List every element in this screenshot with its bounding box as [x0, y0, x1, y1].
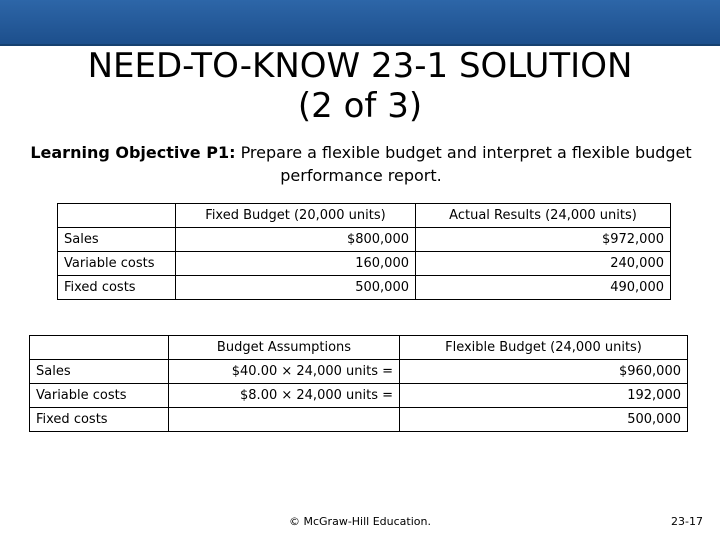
header-cell: Flexible Budget (24,000 units)	[400, 336, 688, 360]
table-row	[30, 360, 688, 384]
row-label: Variable costs	[30, 384, 169, 408]
learning-objective	[16, 141, 706, 187]
header-cell: Actual Results (24,000 units)	[416, 204, 671, 228]
table-row	[30, 384, 688, 408]
table-row	[58, 252, 671, 276]
row-label: Fixed costs	[58, 276, 176, 300]
table-cell: 490,000	[416, 276, 671, 300]
table-cell: 500,000	[176, 276, 416, 300]
copyright-text: © McGraw-Hill Education.	[289, 515, 431, 528]
table-cell: $40.00 × 24,000 units =	[169, 360, 400, 384]
row-label: Variable costs	[58, 252, 176, 276]
table-header-row	[58, 204, 671, 228]
header-cell: Fixed Budget (20,000 units)	[176, 204, 416, 228]
table-row	[30, 408, 688, 432]
row-label: Fixed costs	[30, 408, 169, 432]
table-cell: $972,000	[416, 228, 671, 252]
table-header-row	[30, 336, 688, 360]
table-cell	[169, 408, 400, 432]
header-cell-empty	[58, 204, 176, 228]
table-cell: $8.00 × 24,000 units =	[169, 384, 400, 408]
row-label: Sales	[58, 228, 176, 252]
flexible-budget-table	[29, 335, 688, 432]
table-cell: $800,000	[176, 228, 416, 252]
page-number: 23-17	[671, 515, 703, 528]
table-cell: 500,000	[400, 408, 688, 432]
table-cell: 192,000	[400, 384, 688, 408]
fixed-vs-actual-table	[57, 203, 671, 300]
header-cell-empty	[30, 336, 169, 360]
objective-label: Learning Objective P1:	[30, 143, 236, 162]
title-line-1: NEED-TO-KNOW 23-1 SOLUTION	[87, 46, 633, 86]
title-line-2: (2 of 3)	[297, 86, 423, 126]
table-cell: $960,000	[400, 360, 688, 384]
table-row	[58, 276, 671, 300]
row-label: Sales	[30, 360, 169, 384]
table-row	[58, 228, 671, 252]
objective-text: Prepare a flexible budget and interpret a flexible budget performance report.	[240, 143, 692, 185]
slide-title	[0, 46, 720, 126]
table-cell: 160,000	[176, 252, 416, 276]
header-cell: Budget Assumptions	[169, 336, 400, 360]
header-bar	[0, 0, 720, 46]
table-cell: 240,000	[416, 252, 671, 276]
